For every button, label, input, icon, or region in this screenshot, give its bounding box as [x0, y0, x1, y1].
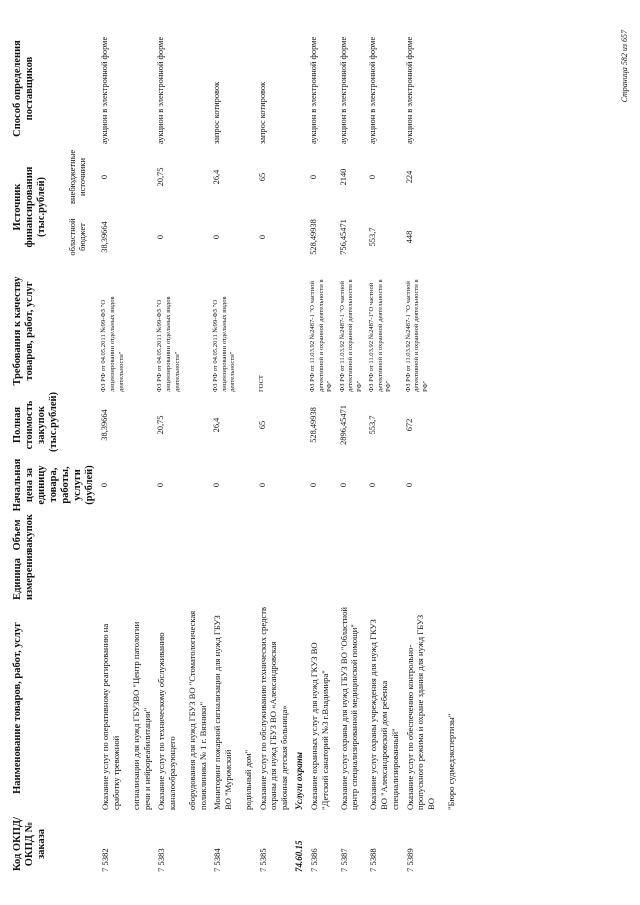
- header-fin-regional: областной бюджет: [66, 218, 87, 256]
- row-fin-extra: 0: [100, 174, 110, 180]
- table-row: [403, 30, 459, 875]
- header-code: Код ОКПД/ ОКПД № заказа: [12, 816, 48, 872]
- row-unit: [256, 555, 292, 603]
- row-name-line1: Оказание услуг по обслуживанию технических средств охраны для нужд ГБУЗ ВО «Александровская районная детская больница»: [257, 606, 289, 810]
- header-financing: Источник финансирования (тыс.рублей): [12, 166, 48, 248]
- row-code: 7 5384: [212, 848, 223, 872]
- header-total-cost: Полная стоимость закупок (тыс.рублей): [12, 391, 60, 452]
- row-volume: [154, 515, 210, 555]
- row-requirements: ФЗ РФ от 11.03.92 №2487-1 "О частной детективной и охранной деятельности в РФ": [404, 279, 429, 392]
- row-code: 7 5387: [338, 848, 349, 872]
- row-price: 0: [368, 482, 378, 488]
- row-requirements: ФЗ РФ от 04.05.2011 №99-ФЗ "О лицензировании отдельных видов деятельности": [212, 296, 237, 392]
- row-requirements: ФЗ РФ от 11.03.92 №2487-1 "О частной детективной и охранной деятельности в РФ": [308, 279, 334, 392]
- row-name: [210, 603, 255, 813]
- row-method: аукцион в электронной форме: [368, 36, 378, 144]
- table-row: [98, 30, 154, 875]
- table-row: [366, 30, 402, 875]
- row-code: 7 5382: [100, 848, 111, 872]
- row-total: 20,75: [156, 415, 166, 435]
- row-volume: [256, 515, 292, 555]
- row-name-line1: Оказание услуг по оперативному реагированию на сработку тревожной: [100, 623, 122, 810]
- row-price: 0: [404, 482, 414, 488]
- group-row: [292, 30, 307, 875]
- row-name-line1: Мониторинг пожарной сигнализации для нужд ГБУЗ ВО "Муромский: [212, 615, 234, 810]
- row-price: 0: [212, 482, 222, 488]
- row-total: 553,7: [368, 415, 378, 435]
- row-name-line1: Оказание охранных услуг для нужд ГКУЗ ВО "Детский санаторий №3 г.Владимира": [308, 642, 330, 810]
- row-total: 528,49938: [308, 407, 318, 443]
- row-name: [307, 603, 337, 813]
- row-total: 26,4: [212, 417, 222, 433]
- row-total: 65: [257, 420, 267, 430]
- row-code: 7 5383: [156, 848, 167, 872]
- row-volume: [98, 515, 154, 555]
- header-volume: Объем закупок: [12, 514, 36, 552]
- row-total: 38,39664: [100, 409, 110, 441]
- row-fin-extra: 26,4: [212, 169, 222, 185]
- header-unit: Единица измерения: [12, 549, 36, 600]
- row-method: аукцион в электронной форме: [156, 36, 166, 144]
- row-name-line1: Оказание услуг охраны учреждения для нужд ГКУЗ ВО "Александровский дом ребенка специализированный": [368, 619, 400, 810]
- group-name: Услуги охраны: [293, 752, 304, 810]
- row-fin-regional: 38,39664: [100, 221, 110, 253]
- row-requirements: ФЗ РФ от 04.05.2011 №99-ФЗ "О лицензировании отдельных видов деятельности": [156, 296, 181, 392]
- header-fin-extra: внебюджетные источники: [66, 149, 87, 204]
- header-initial-price: Начальная цена за единицу товара, работы, услуги (рублей): [12, 458, 96, 512]
- row-volume: [210, 515, 255, 555]
- row-method: запрос котировок: [257, 81, 267, 144]
- row-name-line1: Оказание услуг по обеспечению контрольно-пропускного режима и охране здания для нужд ГБУЗ ВО: [404, 614, 437, 810]
- row-unit: [98, 555, 154, 603]
- row-method: аукцион в электронной форме: [308, 36, 318, 144]
- row-volume: [337, 515, 367, 555]
- row-name-line1: Оказание услуг охраны для нужд ГБУЗ ВО "Областной центр специализированной медицинской помощи": [338, 607, 360, 810]
- row-price: 0: [308, 482, 318, 488]
- table-row: [154, 30, 210, 875]
- row-requirements: ФЗ РФ от 04.05.2011 №99-ФЗ "О лицензировании отдельных видов деятельности": [100, 296, 125, 392]
- row-requirements: ФЗ РФ от 11.03.92 №2487-1 "О частной детективной и охранной деятельности в РФ": [338, 279, 363, 392]
- row-requirements: ГОСТ: [257, 375, 265, 392]
- row-code: 7 5389: [404, 848, 415, 872]
- header-requirements: Требования к качеству товаров, работ, услуг: [12, 276, 36, 386]
- row-code: 7 5386: [308, 848, 319, 872]
- row-unit: [403, 555, 459, 603]
- table-row: [307, 30, 337, 875]
- page-footer: Страница 582 из 657: [620, 30, 629, 103]
- table-row: [337, 30, 367, 875]
- row-name: [403, 603, 459, 813]
- row-code: 7 5388: [368, 848, 379, 872]
- row-fin-extra: 0: [308, 174, 318, 180]
- row-price: 0: [338, 482, 348, 488]
- table-row: [256, 30, 292, 875]
- row-total: 672: [404, 418, 414, 432]
- row-fin-regional: 0: [156, 234, 166, 240]
- header-method: Способ определения поставщиков: [12, 40, 36, 137]
- row-total: 2896,45471: [338, 405, 348, 445]
- row-fin-regional: 448: [404, 230, 414, 244]
- row-fin-extra: 2140: [338, 168, 348, 186]
- row-price: 0: [257, 482, 267, 488]
- row-unit: [307, 555, 337, 603]
- row-price: 0: [156, 482, 166, 488]
- procurement-table: [10, 30, 458, 875]
- row-fin-extra: 20,75: [156, 167, 166, 187]
- row-unit: [154, 555, 210, 603]
- row-requirements: ФЗ РФ от 11.03.92 №2487-1"О частной детективной и охранной деятельности в РФ": [368, 279, 393, 392]
- row-volume: [403, 515, 459, 555]
- group-code: 74.60.15: [293, 840, 304, 872]
- row-unit: [366, 555, 402, 603]
- row-fin-extra: 0: [368, 174, 378, 180]
- row-method: аукцион в электронной форме: [100, 36, 110, 144]
- row-fin-regional: 756,45471: [338, 219, 348, 255]
- row-name-line2: "Бюро судмедэкспертизы": [445, 713, 456, 810]
- row-name-line2: сигнализации для нужд ГБУЗВО "Центр патологии речи и нейрореабилитации": [130, 621, 152, 810]
- row-name-line2: оборудования для нужд ГБУЗ ВО "Стоматологическая поликлиника № 1 г. Вязники": [186, 610, 208, 810]
- row-fin-extra: 65: [257, 172, 267, 182]
- row-unit: [210, 555, 255, 603]
- row-name-line1: Оказание услуг по техническому обслуживанию каналообразующего: [156, 632, 178, 810]
- row-name: [98, 603, 154, 813]
- row-fin-regional: 0: [257, 234, 267, 240]
- row-method: аукцион в электронной форме: [338, 36, 348, 144]
- row-name: [337, 603, 367, 813]
- row-volume: [307, 515, 337, 555]
- row-method: запрос котировок: [212, 81, 222, 144]
- row-unit: [337, 555, 367, 603]
- row-price: 0: [100, 482, 110, 488]
- header-name: Наименование товаров, работ, услуг: [12, 622, 23, 794]
- row-fin-regional: 528,49938: [308, 219, 318, 255]
- row-name-line2: родильный дом": [242, 749, 253, 810]
- row-method: аукцион в электронной форме: [404, 36, 414, 144]
- row-volume: [366, 515, 402, 555]
- row-name: [366, 603, 402, 813]
- header-row: [10, 30, 66, 875]
- row-name: [154, 603, 210, 813]
- row-fin-regional: 0: [212, 234, 222, 240]
- row-fin-extra: 224: [404, 170, 414, 184]
- table-row: [210, 30, 255, 875]
- row-name: [256, 603, 292, 813]
- row-code: 7 5385: [257, 848, 268, 872]
- row-fin-regional: 553,7: [368, 227, 378, 247]
